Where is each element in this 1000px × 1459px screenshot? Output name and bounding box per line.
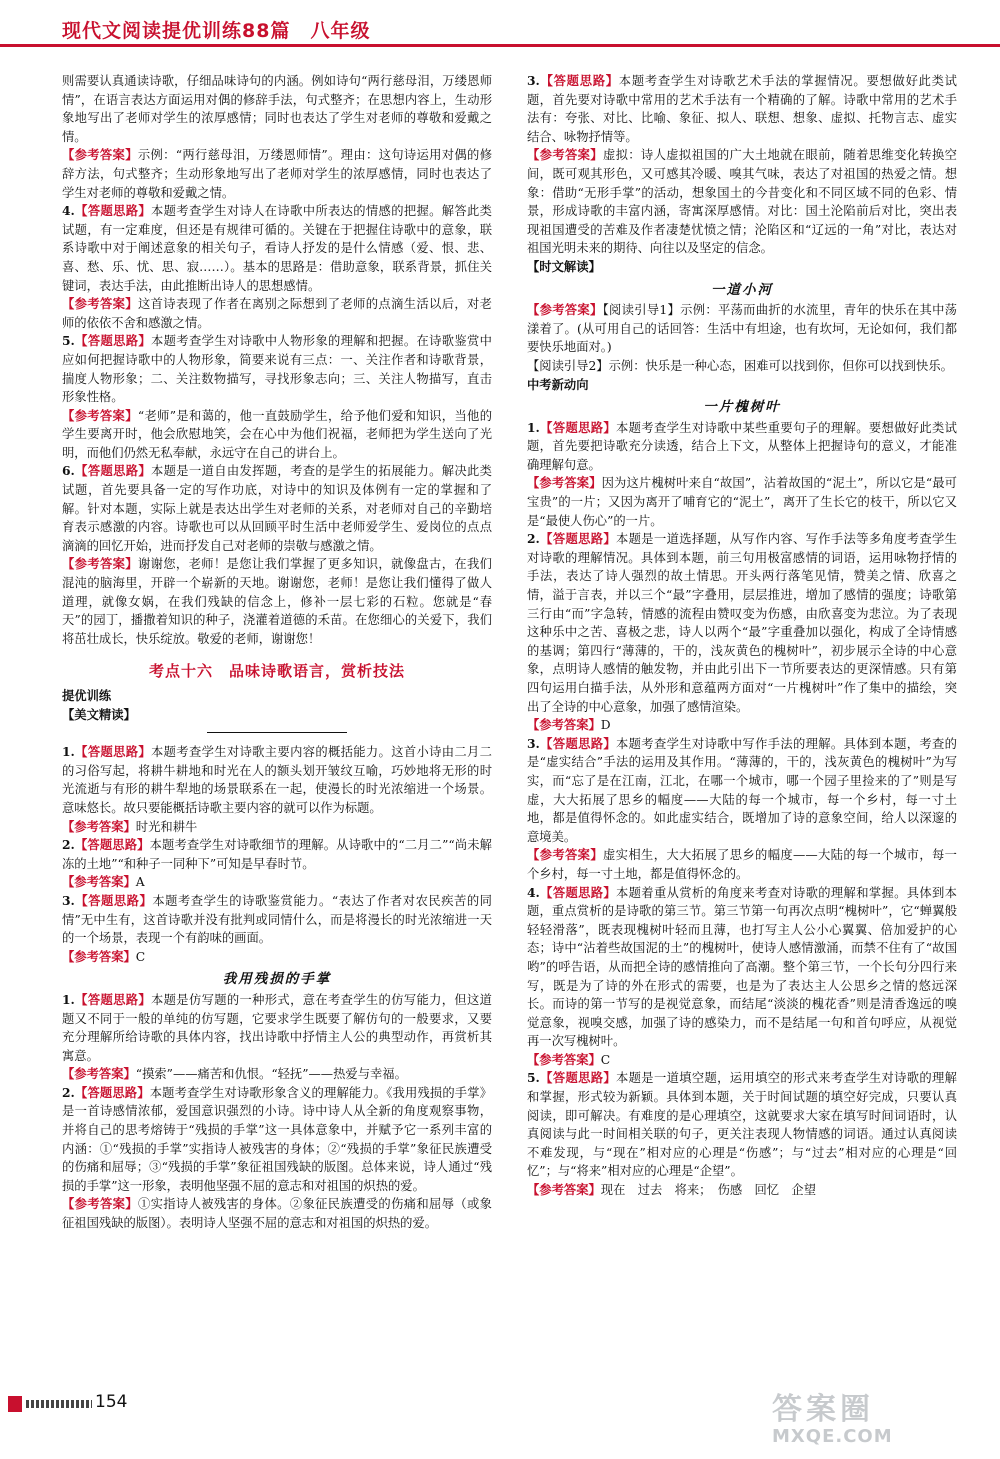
answer-d1: 【参考答案】因为这片槐树叶来自“故国”，沾着故国的“泥土”，所以它是“最可宝贵”的一片；又因为离开了哺育它的“泥土”，离开了生长它的枝干，所以它又是“最使人伤心”的一片。: [527, 475, 957, 528]
subheading-training: 提优训练: [62, 688, 112, 703]
page-number: 154: [95, 1392, 128, 1412]
poem-title: 我用残损的手掌: [222, 971, 332, 988]
watermark-logo: [772, 1384, 982, 1452]
answer-d2: 【参考答案】D: [527, 717, 611, 733]
title-rule: [207, 732, 347, 733]
footer-accent-bar: [8, 1396, 22, 1412]
answer-river-1: 【参考答案】【阅读引导1】示例：平荡而曲折的水流里，青年的快乐在其中荡漾着了。(从可用自己的话回答：生活中有坦途，也有坎坷，无论如何，我们都要快乐地面对。): [527, 302, 957, 355]
answer-5: 【参考答案】“老师”是和蔼的，他一直鼓励学生，给予他们爱和知识，当他的学生要离开时，他会欣慰地笑，会在心中为他们祝福，老师把为学生送向了光明，而他们仍然无私奉献，永远守在自己的讲台上。: [62, 407, 492, 460]
question-b1: 1.【答题思路】本题考查学生对诗歌主要内容的概括能力。这首小诗由二月二的习俗写起，将耕牛耕地和时光在人的额头划开皱纹互喻，巧妙地将无形的时光流逝与有形的耕牛犁地的场景联系在一起，使漫长的时光浓缩进一个场景。意味悠长。故只要能概括诗歌主要内容的就可以作为标题。: [62, 744, 492, 815]
left-column: [62, 72, 492, 1233]
answer-b2: 【参考答案】A: [62, 874, 145, 890]
question-4: 4.【答题思路】本题考查学生对诗人在诗歌中所表达的情感的把握。解答此类试题，有一定难度，但还是有规律可循的。关键在于把握住诗歌中的意象，联系诗歌中对于阐述意象的相关句子，看诗人抒发的是什么情感（爱、恨、悲、喜、愁、乐、忧、思、寂……）。基本的思路是：借助意象，联系背景，抓住关键词，表达手法，由此推断出诗人的思想感情。: [62, 203, 492, 293]
watermark-text: 答案圈: [772, 1392, 874, 1427]
question-d1: 1.【答题思路】本题考查学生对诗歌中某些重要句子的理解。要想做好此类试题，首先要把诗歌充分读透，结合上下文，从整体上把握诗句的意义，才能准确理解句意。: [527, 419, 957, 472]
answer-c2: 【参考答案】①实指诗人被残害的身体。②象征民族遭受的伤痛和屈辱（或象征祖国残缺的版图）。表明诗人坚强不屈的意志和对祖国的炽热的爱。: [62, 1196, 492, 1231]
subheading-reading: 【美文精读】: [62, 706, 136, 722]
answer-d5: 【参考答案】现在 过去 将来； 伤感 回忆 企望: [527, 1182, 816, 1198]
question-b3: 3.【答题思路】本题考查学生的诗歌鉴赏能力。“表达了作者对农民疾苦的同情”无中生有，这首诗歌并没有批判或同情什么，而是将漫长的时光浓缩进一天的一个场景，表现一个有韵味的画面。: [62, 892, 492, 946]
page-header-title: 现代文阅读提优训练88篇 八年级: [62, 20, 371, 42]
question-c2: 2.【答题思路】本题考查学生对诗歌形象含义的理解能力。《我用残损的手掌》是一首诗感情浓郁，爱国意识强烈的小诗。诗中诗人从全新的角度观察事物，并将自己的思考熔铸于“残损的手掌”这一具体意象中，并赋予它一系列丰富的内涵：①“残损的手掌”实指诗人被残害的身体；②“残损的手掌”象征民族遭受的伤痛和屈辱；③“残损的手掌”象征祖国残缺的版图。总体来说，诗人通过“残损的手掌”这一形象，表明他坚强不屈的意志和对祖国的炽热的爱。: [62, 1084, 492, 1193]
question-d4: 4.【答题思路】本题着重从赏析的角度来考查对诗歌的理解和掌握。具体到本题，重点赏析的是诗歌的第三节。第三节第一句再次点明“槐树叶”，它“蝉翼般轻轻滑落”，既表现槐树叶轻而且薄，也打写主人公小心翼翼、倍加爱护的心态；诗中“沾着些故国泥的土”的槐树叶，使诗人感情激涌，而禁不住有了“故国哟”的呼告语，从而把全诗的感情推向了高潮。整个第三节，一个长句分四行来写，既是为了诗的外在形式的需要，也是为了表达主人公思乡之情的悠远深长。而诗的第一节写的是视觉意象，而结尾“淡淡的槐花香”则是清香逸远的嗅觉意象，视嗅交感，加强了诗的感染力，而不是结尾一句和首句呼应，从视觉再一次写槐树叶。: [527, 884, 957, 1049]
answer-r3: 【参考答案】虚拟：诗人虚拟祖国的广大土地就在眼前，随着思维变化转换空间，既可观其形色，又可感其冷暖、嗅其气味，表达了对祖国的热爱之情。想象：借助“无形手掌”的活动，想象国土的今昔变化和不同区域不同的色彩、情景，形成诗歌的丰富内涵，寄寓深厚感情。对比：国土沦陷前后对比，突出表现祖国遭受的苦难及作者凄楚忧愤之情；沦陷区和“辽远的一角”对比，表达对祖国光明未来的期待、向往以及坚定的信念。: [527, 147, 957, 256]
answer-b1: 【参考答案】时光和耕牛: [62, 818, 198, 834]
answer-d4: 【参考答案】C: [527, 1051, 611, 1067]
subheading-exam: 中考新动向: [527, 376, 589, 392]
section-title: 考点十六 品味诗歌语言，赏析技法: [148, 662, 405, 681]
poem-title: 一片槐树叶: [703, 399, 781, 416]
question-d5: 5.【答题思路】本题是一道填空题，运用填空的形式来考查学生对诗歌的理解和掌握，形式较为新颖。具体到本题，关于时间试题的填空好完成，只要认真阅读，即可解决。有难度的是心理填空，这就要求大家在填写时间词语时，认真阅读与此一时间相关联的句子，更关注表现人物情感的词语。通过认真阅读不难发现，与“现在”相对应的心理是“伤感”；与“过去”相对应的心理是“回忆”；与“将来”相对应的心理是“企望”。: [527, 1070, 957, 1179]
question-c1: 1.【答题思路】本题是仿写题的一种形式，意在考查学生的仿写能力，但这道题又不同于一般的单纯的仿写题，它要求学生既要了解仿句的一般要求，又要充分理解所给诗歌的具体内容，找出诗歌中抒情主人公的典型动作，再赏析其寓意。: [62, 991, 492, 1063]
header-rule: [0, 44, 1000, 47]
question-6: 6.【答题思路】本题是一道自由发挥题，考查的是学生的拓展能力。解决此类试题，首先要具备一定的写作功底，对诗中的知识及体例有一定的掌握和了解。针对本题，实际上就是表达出学生对老师的关系，对老师对自己的辛勤培育表示感激的内容。诗歌也可以从回顾平时生活中老师爱学生、爱岗位的点点滴滴的回忆开始，进而抒发自己对老师的崇敬与感激之情。: [62, 463, 492, 553]
watermark-url: MXQE.COM: [772, 1426, 893, 1447]
answer-river-2: 【阅读引导2】示例：快乐是一种心态，困难可以找到你，但你可以找到快乐。: [527, 358, 953, 373]
question-b2: 2.【答题思路】本题考查学生对诗歌细节的理解。从诗歌中的“二月二”“尚未解冻的土地”“和种子一同种下”可知是早春时节。: [62, 837, 492, 871]
page-footer: [0, 1392, 140, 1414]
question-d2: 2.【答题思路】本题是一道选择题，从写作内容、写作手法等多角度考查学生对诗歌的理解情况。具体到本题，前三句用极富感情的词语，运用咏物抒情的手法，表达了诗人强烈的故土情思。开头两行落笔见情，赞美之情、欣喜之情，溢于言表，并以三个“最”字叠用，层层推进，增加了感情的强度；诗歌第三行由“而”字急转，情感的流程由赞叹变为伤感，由欣喜变为悲泣。为了表现这种乐中之苦、喜极之悲，诗人以两个“最”字重叠加以强化，构成了全诗情感的基调；第四行“薄薄的，干的，浅灰黄色的槐树叶”，初步展示全诗的中心意象，点明诗人感情的触发物，并由此引出下一节所要表达的更深情感。只有第四句运用白描手法，从外形和意蕴两方面对“一片槐树叶”作了集中的描绘，突出了全诗的中心意象，加强了感情渲染。: [527, 531, 957, 714]
right-column: [527, 72, 957, 1200]
answer-b3: 【参考答案】C: [62, 948, 146, 964]
footer-decoration: [26, 1400, 92, 1408]
paragraph: 则需要认真通读诗歌，仔细品味诗句的内涵。例如诗句“两行慈母泪，万缕恩师情”，在语言表达方面运用对偶的修辞手法，句式整齐；在思想内容上，生动形象地写出了老师对学生的浓厚感情；同时也表达了学生对老师的尊敬和爱戴之情。: [62, 74, 492, 144]
answer-d3: 【参考答案】虚实相生，大大拓展了思乡的幅度——大陆的每一个城市，每一个乡村，每一寸土地，都是值得怀念的。: [527, 847, 957, 881]
subheading-current: 【时文解读】: [527, 258, 601, 274]
answer: 【参考答案】示例：“两行慈母泪，万缕恩师情”。理由：这句诗运用对偶的修辞方法，句式整齐；生动形象地写出了老师对学生的浓厚感情，同时也表达了学生对老师的尊敬和爱戴之情。: [62, 147, 492, 200]
question-d3: 3.【答题思路】本题考查学生对诗歌中写作手法的理解。具体到本题，考查的是“虚实结合”手法的运用及其作用。“薄薄的，干的，浅灰黄色的槐树叶”为写实，而“忘了是在江南，江北，在哪一个城市，哪一个园子里捡来的了”则是写虚，大大拓展了思乡的幅度——大陆的每一个城市，每一个乡村，每一寸土地，都是值得怀念的。如此虚实结合，既增加了诗的意象空间，给人以深邃的意境美。: [527, 735, 957, 844]
answer-4: 【参考答案】这首诗表现了作者在离别之际想到了老师的点滴生活以后，对老师的依依不舍和感激之情。: [62, 296, 492, 330]
poem-title: 一道小河: [711, 281, 773, 298]
answer-c1: 【参考答案】“摸索”——痛苦和仇恨。“轻抚”——热爱与幸福。: [62, 1066, 407, 1082]
answer-6: 【参考答案】谢谢您，老师！是您让我们掌握了更多知识，就像盘古，在我们混沌的脑海里，开辟一个崭新的天地。谢谢您，老师！是您让我们懂得了做人道理，就像女娲，在我们残缺的信念上，修补一层七彩的石粒。您就是“春天”的园丁，播撒着知识的种子，浇灌着道德的禾苗。在您细心的关爱下，我们将茁壮成长，快乐绽放。敬爱的老师，谢谢您！: [62, 556, 492, 646]
question-5: 5.【答题思路】本题考查学生对诗歌中人物形象的理解和把握。在诗歌鉴赏中应如何把握诗歌中的人物形象，简要来说有三点：一、关注作者和诗歌背景，揣度人物形象；二、关注数物描写，寻找形象志向；三、关注人物描写，直击形象性格。: [62, 333, 492, 405]
question-r3: 3.【答题思路】本题考查学生对诗歌艺术手法的掌握情况。要想做好此类试题，首先要对诗歌中常用的艺术手法有一个精确的了解。诗歌中常用的艺术手法有：夸张、对比、比喻、象征、拟人、联想、想象、虚拟、托物言志、虚实结合、咏物抒情等。: [527, 73, 957, 144]
